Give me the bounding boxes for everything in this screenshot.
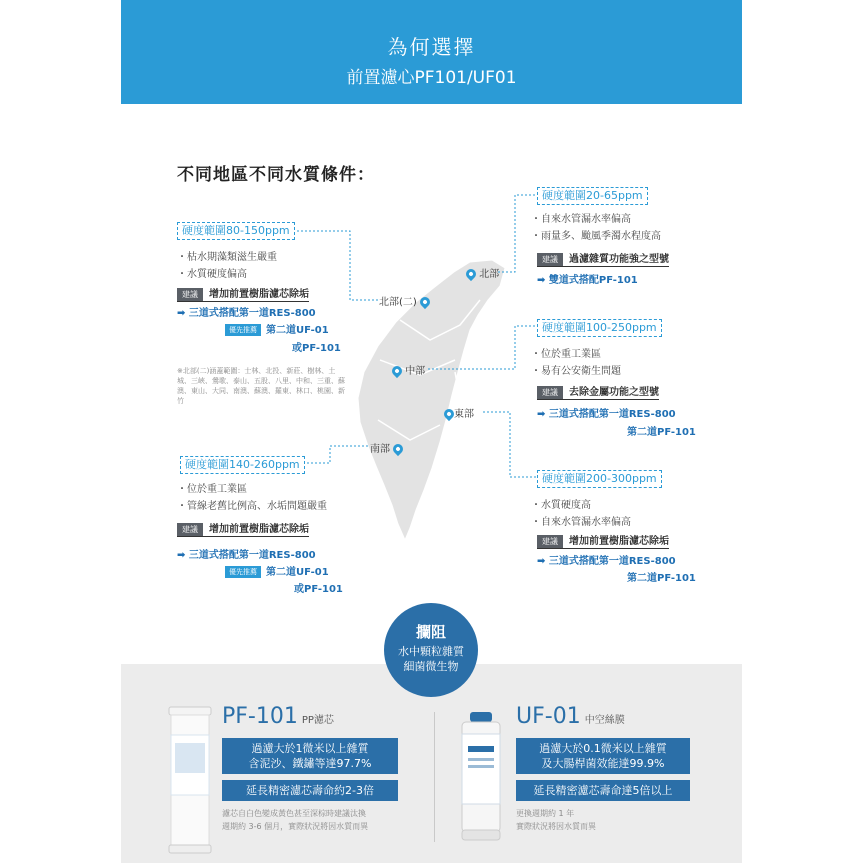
central-config-1: ➡ 三道式搭配第一道RES-800 [537,409,676,420]
block-circle-badge [384,603,478,697]
recommend-tag: 建議 [177,523,203,536]
north-hardness: 硬度範圍20-65ppm [537,187,648,205]
north2-recommendation [177,285,309,302]
central-hardness: 硬度範圍100-250ppm [537,319,662,337]
uf01-note-1: 更換週期約 1 年 [516,809,575,818]
uf01-name [516,704,625,729]
central-rec-text: 去除金屬功能之型號 [569,387,659,398]
south-item-2: ・管線老舊比例高、水垢問題嚴重 [177,501,327,512]
recommend-tag: 建議 [537,386,563,399]
uf01-note-2: 實際狀況將因水質而異 [516,822,596,831]
uf01-lifespan-box: 延長精密濾芯壽命達5倍以上 [516,780,690,801]
priority-badge: 優先推薦 [225,566,261,578]
east-rec-text: 增加前置樹脂濾芯除垢 [569,536,669,547]
uf01-type: 中空絲膜 [584,715,625,726]
pf101-spec-line-2: 含泥沙、鐵鏽等達97.7% [248,757,372,770]
south-config-2 [225,563,329,578]
north2-coverage-note: ※北部(二)涵蓋範圍：士林、北投、新莊、樹林、土城、三峽、鶯歌、泰山、五股、八里、中和、三重、蘇澳、東山、大同、南澳、蘇澳、羅東、林口、桃園、新竹 [177,367,345,405]
region-south-label: 南部 [370,444,390,455]
region-north2-label: 北部(二) [379,297,417,308]
region-north2 [379,293,430,308]
north2-rec-text: 增加前置樹脂濾芯除垢 [209,289,309,300]
north-recommendation [537,250,669,267]
page-title: 不同地區不同水質條件： [177,165,375,185]
pf101-name [222,704,334,729]
south-rec-text: 增加前置樹脂濾芯除垢 [209,524,309,535]
north-config: ➡ 雙道式搭配PF-101 [537,275,638,286]
uf01-spec-line-2: 及大腸桿菌效能達99.9% [541,757,665,770]
north2-config-3: 或PF-101 [292,343,341,354]
pf101-type: PP濾芯 [301,715,334,726]
pf101-spec-box [222,738,398,774]
central-item-1: ・位於重工業區 [531,349,601,360]
central-config-2: 第二道PF-101 [627,427,696,438]
map-pin-icon [391,442,405,456]
region-central-label: 中部 [405,366,426,377]
pf101-note-1: 濾芯自白色變成黃色甚至深棕時建議汰換 [222,809,366,818]
header-subtitle: 前置濾心PF101/UF01 [346,68,517,88]
uf01-spec-line-1: 過濾大於0.1微米以上雜質 [539,742,667,755]
north2-item-2: ・水質硬度偏高 [177,269,247,280]
uf01-cartridge-image [456,712,506,847]
header-title: 為何選擇 [387,35,476,59]
pf101-lifespan-box: 延長精密濾芯壽命約2-3倍 [222,780,398,801]
block-description [384,644,478,674]
east-item-1: ・水質硬度高 [531,500,591,511]
map-pin-icon [418,295,432,309]
south-recommendation [177,520,309,537]
north2-item-1: ・枯水期藻類滋生嚴重 [177,252,277,263]
east-hardness: 硬度範圍200-300ppm [537,470,662,488]
south-hardness: 硬度範圍140-260ppm [180,456,305,474]
uf01-spec-box [516,738,690,774]
region-central [392,362,425,377]
region-east [444,405,474,420]
uf01-name-text: UF-01 [516,704,581,729]
north2-hardness: 硬度範圍80-150ppm [177,222,295,240]
central-item-2: ・易有公安衛生問題 [531,366,621,377]
map-pin-icon [390,364,404,378]
recommend-tag: 建議 [537,535,563,548]
east-recommendation [537,532,669,549]
map-pin-icon [464,267,478,281]
east-config-2: 第二道PF-101 [627,573,696,584]
central-recommendation [537,383,659,400]
south-config-3: 或PF-101 [294,584,343,595]
east-config-1: ➡ 三道式搭配第一道RES-800 [537,556,676,567]
east-item-2: ・自來水管漏水率偏高 [531,517,631,528]
north2-config-1: ➡ 三道式搭配第一道RES-800 [177,308,316,319]
region-east-label: 東部 [454,409,474,420]
region-north-label: 北部 [479,269,500,280]
north-item-2: ・雨量多、颱風季濁水程度高 [531,231,661,242]
region-south [370,440,403,455]
north-item-1: ・自來水管漏水率偏高 [531,214,631,225]
south-config-2-text: 第二道UF-01 [266,567,329,578]
pf101-note-2: 週期約 3-6 個月，實際狀況將因水質而異 [222,822,369,831]
pf101-spec-line-1: 過濾大於1微米以上雜質 [251,742,369,755]
divider [434,712,435,842]
block-line-1: 水中顆粒雜質 [398,645,464,658]
north2-config-2 [225,321,329,336]
recommend-tag: 建議 [537,253,563,266]
block-title: 攔阻 [415,623,446,641]
block-line-2: 細菌微生物 [403,660,459,673]
south-item-1: ・位於重工業區 [177,484,247,495]
region-north [466,265,499,280]
south-config-1: ➡ 三道式搭配第一道RES-800 [177,550,316,561]
priority-badge: 優先推薦 [225,324,261,336]
north-rec-text: 過濾雜質功能強之型號 [569,254,669,265]
recommend-tag: 建議 [177,288,203,301]
pf101-name-text: PF-101 [222,704,298,729]
north2-config-2-text: 第二道UF-01 [266,325,329,336]
pf101-cartridge-image [165,705,215,855]
